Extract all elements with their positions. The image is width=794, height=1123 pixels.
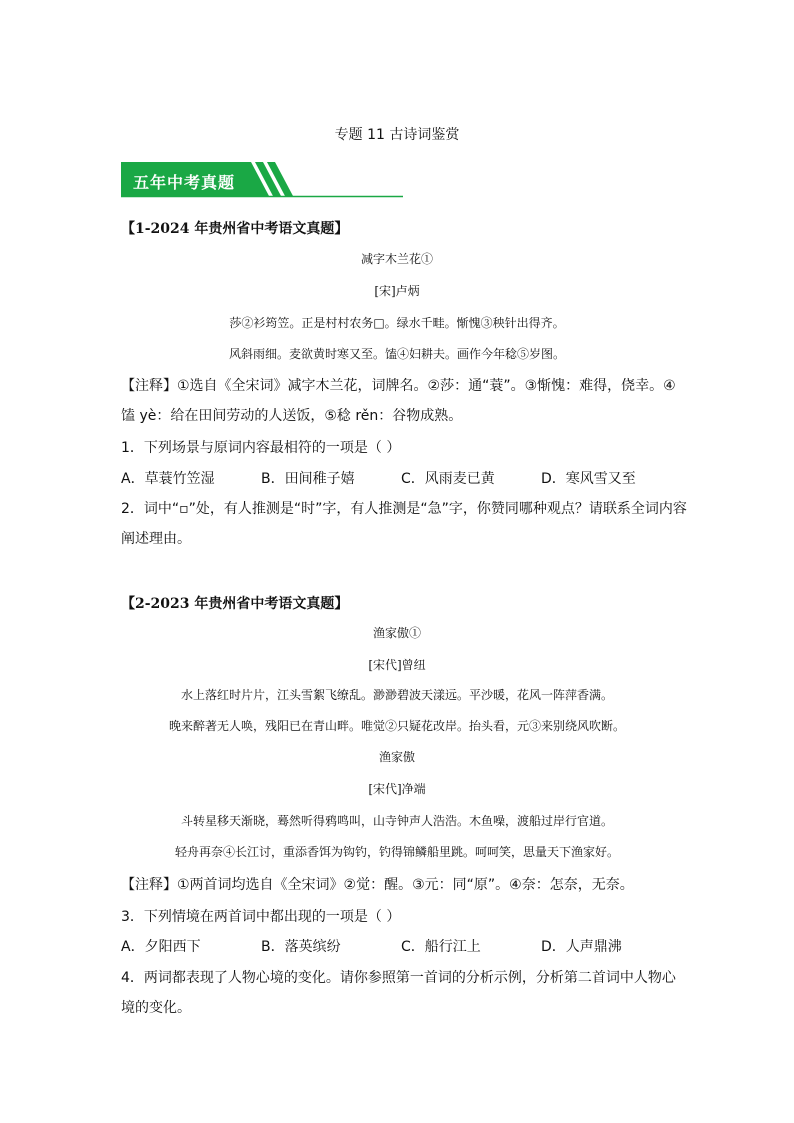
- poem-line: 风斜雨细。麦欲黄时寒又至。馌④妇耕夫。画作今年稔⑤岁图。: [228, 347, 565, 361]
- poem-author: [宋代]曾纽: [368, 658, 426, 672]
- question-3-options: [121, 936, 681, 956]
- poem-line: 水上落红时片片，江头雪絮飞缭乱。渺渺碧波天漾远。平沙暖，花风一阵萍香满。: [180, 688, 613, 702]
- option-d: D．人声鼎沸: [541, 939, 622, 955]
- option-c: C．风雨麦已黄: [401, 471, 495, 487]
- section2-heading: 【2-2023 年贵州省中考语文真题】: [121, 596, 349, 612]
- option-b: B．田间稚子嬉: [261, 471, 355, 487]
- question-1: 1．下列场景与原词内容最相符的一项是（ ）: [121, 440, 401, 456]
- poem-title: 渔家傲①: [372, 626, 421, 640]
- question-2-cont: 阐述理由。: [121, 531, 191, 547]
- question-1-options: [121, 468, 681, 488]
- document-title: 专题 11 古诗词鉴赏: [334, 127, 460, 143]
- poem-line: 斗转星移天渐晓，蓦然听得鸦鸣叫，山寺钟声人浩浩。木鱼噪，渡船过岸行官道。: [180, 814, 613, 828]
- poem-author: [宋代]净端: [368, 782, 426, 796]
- option-b: B．落英缤纷: [261, 939, 341, 955]
- section1-heading: 【1-2024 年贵州省中考语文真题】: [121, 221, 349, 237]
- poem-line: 晚来醉著无人唤，残阳已在青山畔。唯觉②只疑花改岸。抬头看，元③来别绕风吹断。: [168, 719, 625, 733]
- question-4: 4．两词都表现了人物心境的变化。请你参照第一首词的分析示例，分析第二首词中人物心: [121, 970, 676, 986]
- question-4-cont: 境的变化。: [121, 1000, 191, 1016]
- section-banner: [121, 162, 403, 198]
- option-d: D．寒风雪又至: [541, 471, 636, 487]
- question-2: 2．词中“▫”处，有人推测是“时”字，有人推测是“急”字，你赞同哪种观点？请联系全词内容: [121, 501, 687, 517]
- option-a: A．夕阳西下: [121, 939, 201, 955]
- option-c: C．船行江上: [401, 939, 481, 955]
- poem-line: 轻舟再奈④长江讨，重添香饵为钩钓，钓得锦鳞船里跳。呵呵笑，思量天下渔家好。: [174, 845, 619, 859]
- poem-title: 渔家傲: [378, 750, 415, 764]
- poem-author: [宋]卢炳: [374, 284, 420, 298]
- annotation-line: 【注释】①选自《全宋词》减字木兰花，词牌名。②莎：通“蓑”。③惭愧：难得，侥幸。④: [121, 378, 676, 394]
- banner-label: 五年中考真题: [133, 173, 236, 192]
- poem-title: 减字木兰花①: [360, 252, 433, 266]
- annotation-line: 【注释】①两首词均选自《全宋词》②觉：醒。③元：同“原”。④奈：怎奈，无奈。: [121, 877, 634, 893]
- question-3: 3．下列情境在两首词中都出现的一项是（ ）: [121, 909, 401, 925]
- poem-line: 莎②衫筠笠。正是村村农务□。绿水千畦。惭愧③秧针出得齐。: [229, 316, 565, 330]
- annotation-line: 馌 yè：给在田间劳动的人送饭，⑤稔 rěn：谷物成熟。: [121, 408, 463, 424]
- option-a: A．草蓑竹笠湿: [121, 471, 215, 487]
